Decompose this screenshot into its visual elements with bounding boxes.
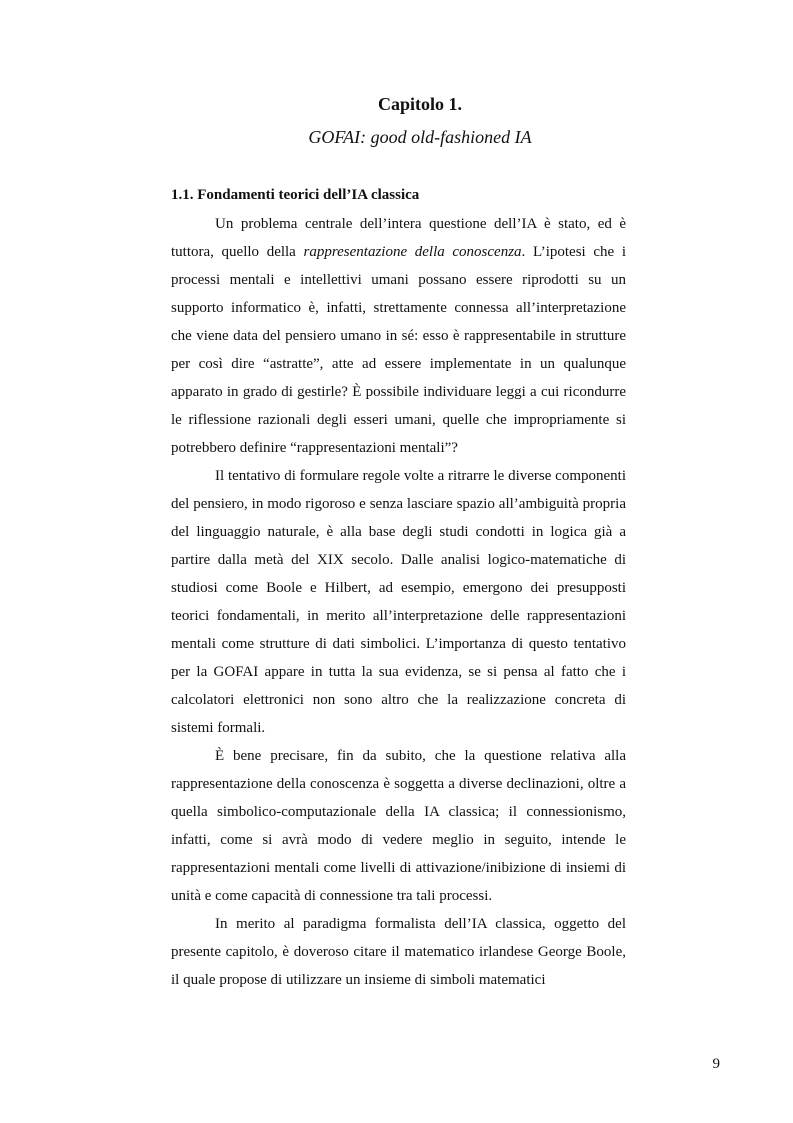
body-text xyxy=(171,210,626,994)
page-number: 9 xyxy=(712,1056,720,1072)
chapter-title: Capitolo 1. xyxy=(377,94,462,114)
chapter-subtitle: GOFAI: good old-fashioned IA xyxy=(308,127,532,147)
paragraph-4: In merito al paradigma formalista dell’IA classica, oggetto del presente capitolo, è doveroso citare il matematico irlandese George Boole, il quale propose di utilizzare un insieme di simboli matematici xyxy=(171,916,626,988)
section-heading: 1.1. Fondamenti teorici dell’IA classica xyxy=(171,187,420,203)
paragraph-1-end: . L’ipotesi che i processi mentali e intellettivi umani possano essere riprodotti su un supporto informatico è, infatti, strettamente connessa all’interpretazione che viene data del pensiero umano in sé: esso è rappresentabile in strutture per così dire “astratte”, atte ad essere implementate in un qualunque apparato in grado di gestirle? È possibile individuare leggi a cui ricondurre le riflessione razionali degli esseri umani, quelle che impropriamente si potrebbero definire “rappresentazioni mentali”? xyxy=(171,244,626,456)
paragraph-2: Il tentativo di formulare regole volte a ritrarre le diverse componenti del pensiero, in modo rigoroso e senza lasciare spazio all’ambiguità propria del linguaggio naturale, è alla base degli studi condotti in logica già a partire dalla metà del XIX secolo. Dalle analisi logico-matematiche di studiosi come Boole e Hilbert, ad esempio, emergono dei presupposti teorici fondamentali, in merito all’interpretazione delle rappresentazioni mentali come strutture di dati simbolici. L’importanza di questo tentativo per la GOFAI appare in tutta la sua evidenza, se si pensa al fatto che i calcolatori elettronici non sono altro che la realizzazione concreta di sistemi formali. xyxy=(171,468,626,736)
paragraph-1-start: Un problema centrale dell’intera questione dell’IA è stato, ed è tuttora, quello della xyxy=(171,216,626,260)
paragraph-1 xyxy=(171,210,626,462)
paragraph-3: È bene precisare, fin da subito, che la questione relativa alla rappresentazione della conoscenza è soggetta a diverse declinazioni, oltre a quella simbolico-computazionale della IA classica; il connessionismo, infatti, come si avrà modo di vedere meglio in seguito, intende le rappresentazioni mentali come livelli di attivazione/inibizione di insiemi di unità e come capacità di connessione tra tali processi. xyxy=(171,748,626,904)
emphasized-phrase: rappresentazione della conoscenza xyxy=(303,244,522,260)
